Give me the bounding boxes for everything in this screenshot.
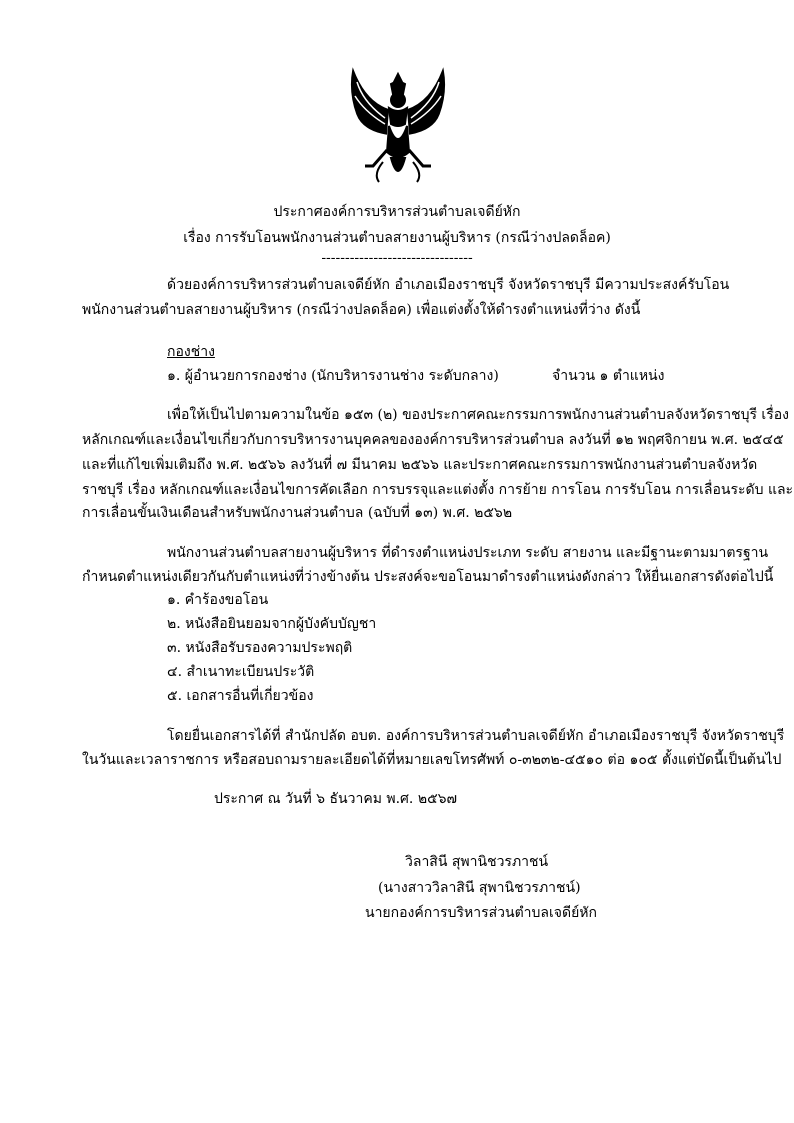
garuda-emblem-icon: [343, 62, 453, 187]
document-item-1: ๑. คำร้องขอโอน: [167, 592, 269, 608]
announcement-subject: เรื่อง การรับโอนพนักงานส่วนตำบลสายงานผู้บริหาร (กรณีว่างปลดล็อค): [183, 230, 611, 246]
document-item-4: ๔. สำเนาทะเบียนประวัติ: [167, 664, 315, 680]
document-item-5: ๕. เอกสารอื่นที่เกี่ยวข้อง: [167, 688, 314, 704]
header-divider: --------------------------------: [321, 250, 473, 266]
eligibility-line-2: กำหนดตำแหน่งเดียวกันกับตำแหน่งที่ว่างข้างต้น ประสงค์จะขอโอนมาดำรงตำแหน่งดังกล่าว ให้ยื่นเอกสารดังต่อไปนี้: [82, 569, 774, 585]
criteria-line-4: ราชบุรี เรื่อง หลักเกณฑ์และเงื่อนไขการคัดเลือก การบรรจุและแต่งตั้ง การย้าย การโอน การรับโอน การเลื่อนระดับ และ: [82, 482, 794, 498]
document-item-2: ๒. หนังสือยินยอมจากผู้บังคับบัญชา: [167, 616, 377, 632]
criteria-line-2: หลักเกณฑ์และเงื่อนไขเกี่ยวกับการบริหารงานบุคคลขององค์การบริหารส่วนตำบล ลงวันที่ ๑๒ พฤศจิกายน พ.ศ. ๒๕๔๕: [82, 432, 784, 448]
intro-line-1: ด้วยองค์การบริหารส่วนตำบลเจดีย์หัก อำเภอเมืองราชบุรี จังหวัดราชบุรี มีความประสงค์รับโอน: [167, 277, 730, 293]
signature-name: วิลาสินี สุพานิชวรภาชน์: [405, 854, 549, 870]
division-heading: กองช่าง: [167, 344, 215, 360]
position-title: ๑. ผู้อำนวยการกองช่าง (นักบริหารงานช่าง ระดับกลาง): [167, 368, 499, 384]
announcement-issuer: ประกาศองค์การบริหารส่วนตำบลเจดีย์หัก: [273, 204, 521, 220]
criteria-line-3: และที่แก้ไขเพิ่มเติมถึง พ.ศ. ๒๕๖๖ ลงวันที่ ๗ มีนาคม ๒๕๖๖ และประกาศคณะกรรมการพนักงานส่วนตำบลจังหวัด: [82, 457, 758, 473]
document-item-3: ๓. หนังสือรับรองความประพฤติ: [167, 640, 353, 656]
criteria-line-5: การเลื่อนขั้นเงินเดือนสำหรับพนักงานส่วนตำบล (ฉบับที่ ๑๓) พ.ศ. ๒๕๖๒: [82, 505, 513, 521]
criteria-line-1: เพื่อให้เป็นไปตามความในข้อ ๑๕๓ (๒) ของประกาศคณะกรรมการพนักงานส่วนตำบลจังหวัดราชบุรี เรื่อง: [167, 407, 789, 423]
eligibility-line-1: พนักงานส่วนตำบลสายงานผู้บริหาร ที่ดำรงตำแหน่งประเภท ระดับ สายงาน และมีฐานะตามมาตรฐาน: [167, 545, 769, 561]
signatory-full-name: (นางสาววิลาสินี สุพานิชวรภาชน์): [378, 880, 581, 896]
announcement-date: ประกาศ ณ วันที่ ๖ ธันวาคม พ.ศ. ๒๕๖๗: [214, 791, 458, 807]
position-count: จำนวน ๑ ตำแหน่ง: [552, 368, 665, 384]
submission-line-2: ในวันและเวลาราชการ หรือสอบถามรายละเอียดได้ที่หมายเลขโทรศัพท์ ๐-๓๒๓๒-๔๕๑๐ ต่อ ๑๐๕ ตั้งแต่บัดนี้เป็นต้นไป: [82, 752, 782, 768]
submission-line-1: โดยยื่นเอกสารได้ที่ สำนักปลัด อบต. องค์การบริหารส่วนตำบลเจดีย์หัก อำเภอเมืองราชบุรี จังหวัดราชบุรี: [167, 728, 785, 744]
intro-line-2: พนักงานส่วนตำบลสายงานผู้บริหาร (กรณีว่างปลดล็อค) เพื่อแต่งตั้งให้ดำรงตำแหน่งที่ว่าง ดังนี้: [82, 302, 641, 318]
signatory-title: นายกองค์การบริหารส่วนตำบลเจดีย์หัก: [365, 905, 597, 921]
